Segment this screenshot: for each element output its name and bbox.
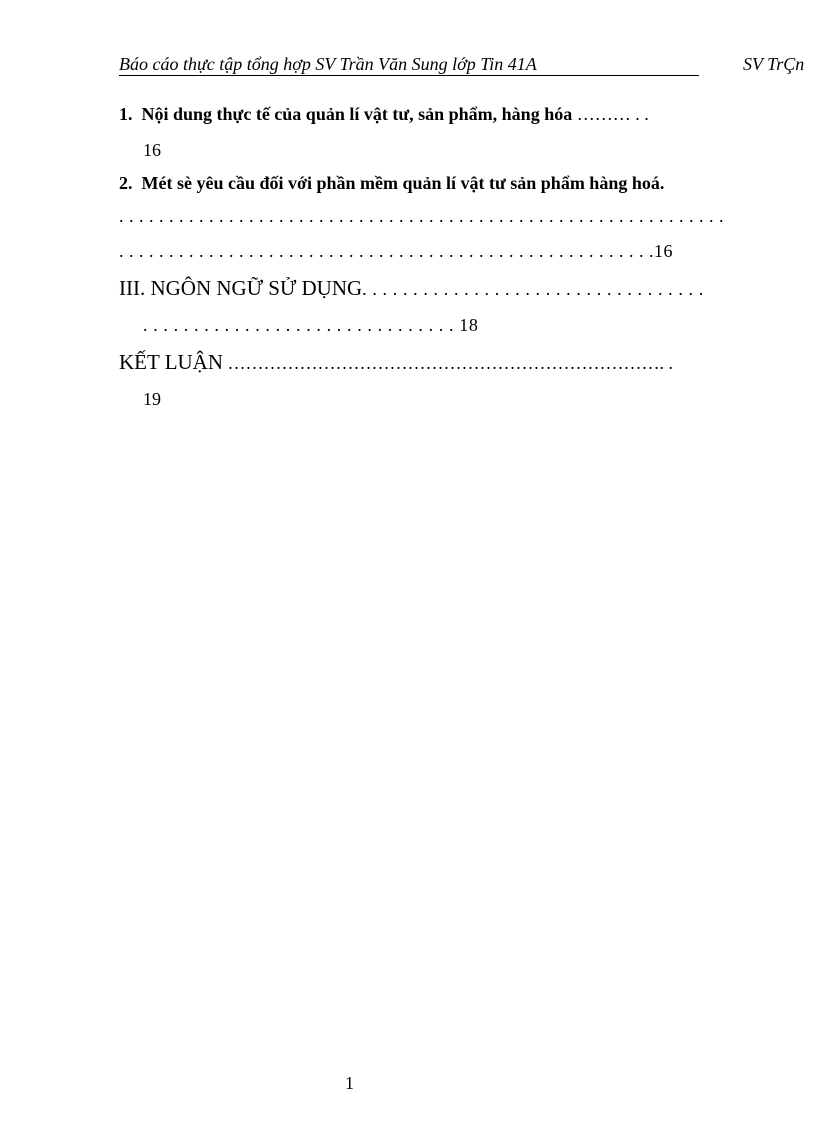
running-header-title: Báo cáo thực tập tổng hợp SV Trần Văn Sung lớp Tin 41A (119, 54, 537, 74)
page-number: 1 (345, 1073, 354, 1093)
running-header-right: SV TrÇn (743, 54, 805, 74)
toc-entry-1-page: 16 (143, 140, 161, 160)
toc-entry-1-text: Nội dung thực tế của quản lí vật tư, sản phẩm, hàng hóa (141, 104, 573, 124)
toc-entry-1-leader: ……… . . (572, 104, 649, 124)
toc-entry-4 (119, 350, 673, 375)
toc-entry-4-page: 19 (143, 389, 161, 409)
toc-entry-1 (119, 104, 649, 125)
toc-entry-3-leader-line-1: . . . . . . . . . . . . . . . . . . . . . . . . . . . . . . . . . . (362, 279, 704, 299)
toc-entry-2 (119, 173, 664, 194)
toc-entry-3-leader: . . . . . . . . . . . . . . . . . . . . . . . . . . . . . . . (143, 315, 455, 335)
toc-entry-3 (119, 276, 704, 301)
toc-entry-2-text: Mét sè yêu cầu đối với phần mềm quản lí vật tư sản phẩm hàng hoá. (141, 173, 665, 193)
toc-entry-4-leader: ………………………………………………………………. . (223, 353, 674, 373)
header-rule (119, 75, 699, 76)
toc-entry-2-page: 16 (654, 241, 673, 261)
toc-entry-3-leader-line-2 (143, 315, 478, 336)
toc-entry-3-text: III. NGÔN NGỮ SỬ DỤNG (119, 276, 363, 300)
toc-entry-4-text: KẾT LUẬN (119, 350, 224, 374)
toc-entry-2-leader-line-1: . . . . . . . . . . . . . . . . . . . . . . . . . . . . . . . . . . . . . . . . . . . . . . . . . . . . . . . . . . . . . (119, 206, 724, 226)
toc-entry-1-number: 1. (119, 104, 133, 124)
toc-entry-2-leader-line-2 (119, 241, 673, 262)
toc-entry-3-page: 18 (459, 315, 479, 335)
toc-entry-2-number: 2. (119, 173, 133, 193)
toc-entry-2-leader: . . . . . . . . . . . . . . . . . . . . . . . . . . . . . . . . . . . . . . . . . . . . . . . . . . . . . . (119, 241, 654, 261)
